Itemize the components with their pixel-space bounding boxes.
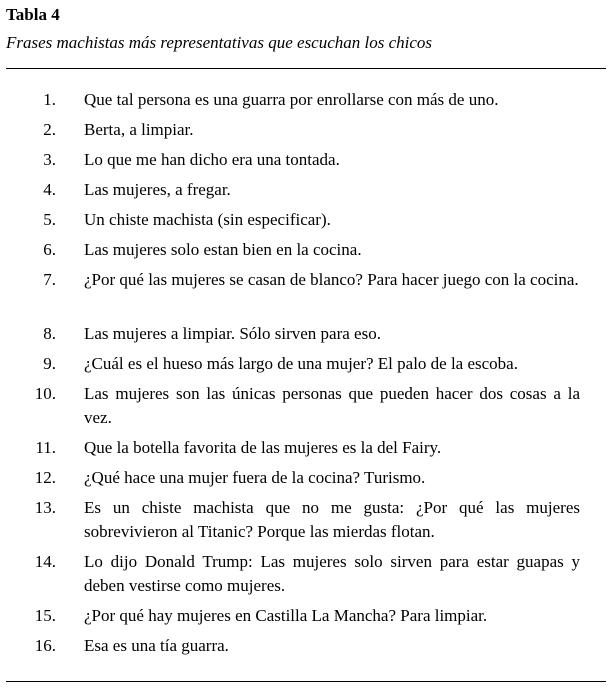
item-number: 13. <box>34 498 56 517</box>
item-number: 4. <box>43 180 56 199</box>
item-number: 9. <box>43 354 56 373</box>
item-number: 14. <box>34 552 56 571</box>
item-number: 3. <box>43 150 56 169</box>
item-number: 10. <box>34 384 56 403</box>
item-number: 8. <box>43 324 56 343</box>
item-text: Esa es una tía guarra. <box>84 636 229 655</box>
item-text: Las mujeres, a fregar. <box>84 180 231 199</box>
item-number: 1. <box>43 90 56 109</box>
item-number: 15. <box>34 606 56 625</box>
item-number: 11. <box>35 438 56 457</box>
item-text: Las mujeres son las únicas personas que pueden hacer dos cosas a la vez. <box>84 384 580 427</box>
item-number: 12. <box>34 468 56 487</box>
item-text: ¿Qué hace una mujer fuera de la cocina? Turismo. <box>84 468 426 487</box>
item-text: Lo dijo Donald Trump: Las mujeres solo sirven para estar guapas y deben vestirse como mujeres. <box>84 552 580 595</box>
item-number: 7. <box>43 270 56 289</box>
item-text: ¿Por qué hay mujeres en Castilla La Mancha? Para limpiar. <box>84 606 488 625</box>
item-text: Las mujeres solo estan bien en la cocina. <box>84 240 362 259</box>
item-number: 2. <box>43 120 56 139</box>
item-number: 5. <box>43 210 56 229</box>
table-number: Tabla 4 <box>6 5 60 24</box>
item-text: Las mujeres a limpiar. Sólo sirven para eso. <box>84 324 381 343</box>
item-number: 6. <box>43 240 56 259</box>
item-number: 16. <box>34 636 56 655</box>
item-text: Que tal persona es una guarra por enrollarse con más de uno. <box>84 90 499 109</box>
item-text: ¿Cuál es el hueso más largo de una mujer? El palo de la escoba. <box>84 354 518 373</box>
item-text: Lo que me han dicho era una tontada. <box>84 150 340 169</box>
table-bottom-rule <box>6 681 606 682</box>
item-text: ¿Por qué las mujeres se casan de blanco? Para hacer juego con la cocina. <box>84 270 579 289</box>
item-text: Berta, a limpiar. <box>84 120 194 139</box>
item-text: Es un chiste machista que no me gusta: ¿Por qué las mujeres sobrevivieron al Titanic? Porque las mierdas flotan. <box>84 498 580 541</box>
table-top-rule <box>6 68 606 69</box>
table-caption: Frases machistas más representativas que escuchan los chicos <box>6 33 433 52</box>
item-text: Un chiste machista (sin especificar). <box>84 210 331 229</box>
item-text: Que la botella favorita de las mujeres es la del Fairy. <box>84 438 442 457</box>
